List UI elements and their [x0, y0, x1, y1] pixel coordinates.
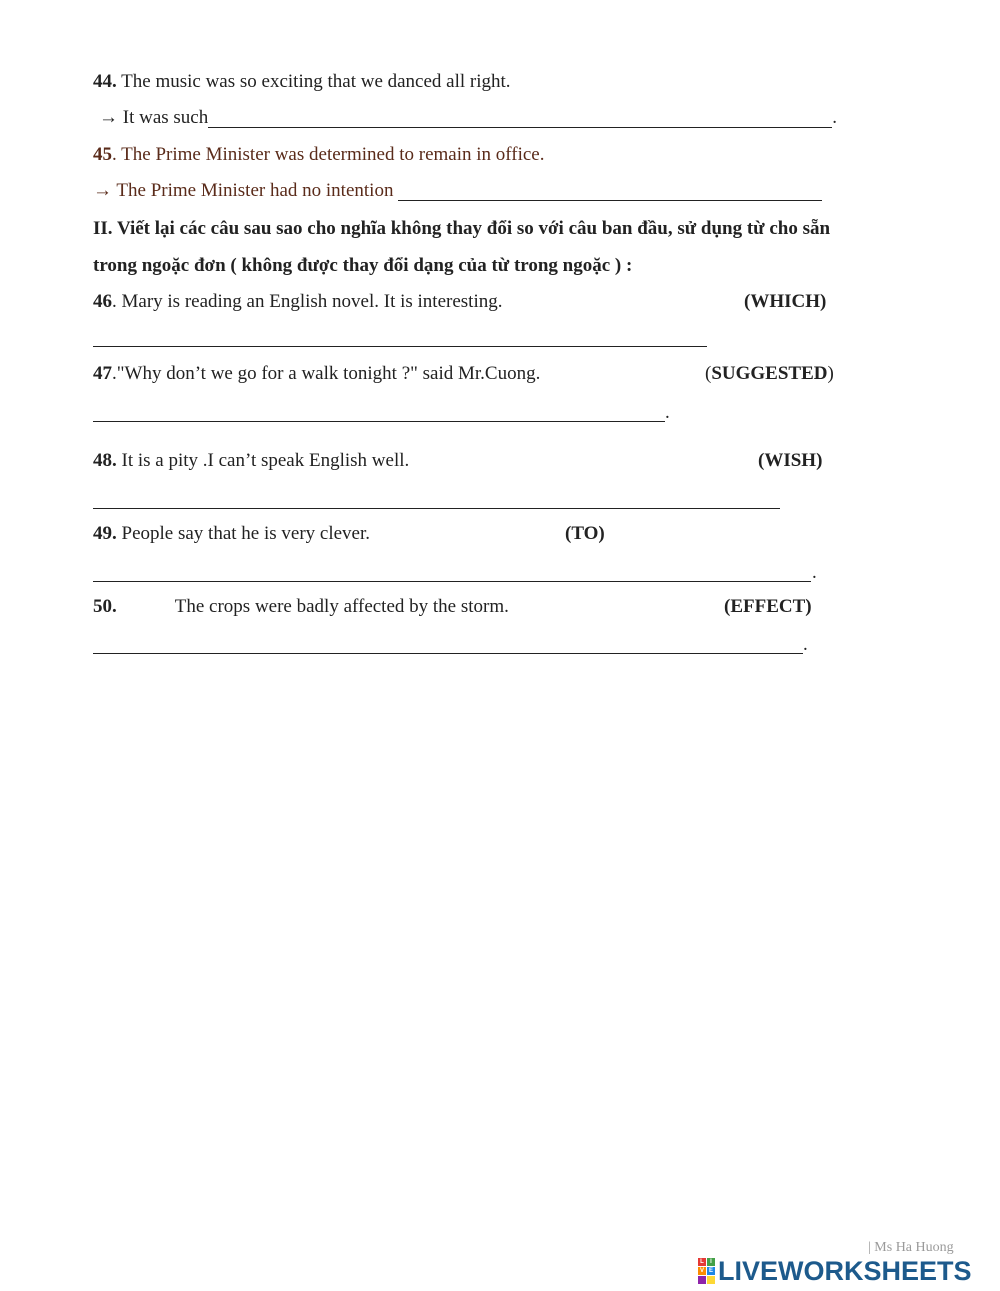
keyword-close-paren: )	[827, 363, 834, 384]
answer-input-47[interactable]	[93, 401, 665, 422]
answer-input-46[interactable]	[93, 326, 707, 347]
answer-input-48[interactable]	[93, 488, 780, 509]
question-text: The music was so exciting that we danced all right.	[116, 71, 511, 92]
question-text: . Mary is reading an English novel. It is interesting.	[112, 291, 503, 312]
question-number: 50.	[93, 596, 117, 617]
sentence-end-47: .	[665, 402, 670, 423]
arrow-icon: →	[99, 107, 118, 128]
arrow-icon: →	[93, 180, 112, 201]
question-number: 49.	[93, 523, 117, 544]
answer-line-45	[93, 179, 822, 203]
question-50	[93, 595, 509, 619]
logo-tile-6	[707, 1276, 715, 1284]
logo-tile-5	[698, 1276, 706, 1284]
answer-input-45[interactable]	[398, 182, 822, 201]
keyword-46: (WHICH)	[744, 291, 827, 312]
logo-tile-i: I	[707, 1258, 715, 1266]
question-number: 46	[93, 291, 112, 312]
question-number: 47	[93, 363, 112, 384]
question-45	[93, 143, 545, 167]
question-text: People say that he is very clever.	[116, 523, 371, 544]
answer-input-49[interactable]	[93, 561, 811, 582]
question-number: 48.	[93, 450, 117, 471]
question-48	[93, 449, 409, 473]
keyword-open-paren: (	[705, 363, 712, 384]
answer-input-50[interactable]	[93, 633, 803, 654]
sentence-end-49: .	[812, 562, 817, 583]
answer-input-44[interactable]	[208, 109, 832, 128]
keyword-50: (EFFECT)	[724, 596, 812, 617]
keyword-49: (TO)	[565, 523, 605, 544]
question-46	[93, 290, 502, 314]
sentence-end: .	[832, 107, 837, 128]
answer-line-44	[99, 106, 837, 130]
section-heading-line-2: trong ngoặc đơn ( không được thay đổi dạng của từ trong ngoặc ) :	[93, 255, 633, 276]
author-credit: | Ms Ha Huong	[868, 1240, 954, 1255]
question-number: 45	[93, 144, 112, 165]
question-text: ."Why don’t we go for a walk tonight ?" said Mr.Cuong.	[112, 363, 541, 384]
question-49	[93, 522, 370, 546]
section-heading-line-1: II. Viết lại các câu sau sao cho nghĩa không thay đổi so với câu ban đầu, sử dụng từ cho sẵn	[93, 218, 831, 239]
liveworksheets-logo	[698, 1256, 972, 1286]
question-44	[93, 70, 511, 94]
question-number: 44.	[93, 71, 117, 92]
logo-tile-l: L	[698, 1258, 706, 1266]
keyword-48: (WISH)	[758, 450, 823, 471]
logo-tile-e: E	[708, 1268, 713, 1274]
answer-prompt: It was such	[118, 107, 209, 128]
logo-mark-icon	[698, 1258, 715, 1284]
logo-tile-v: V	[699, 1268, 704, 1274]
answer-prompt: The Prime Minister had no intention	[112, 180, 399, 201]
keyword-text: SUGGESTED	[711, 363, 828, 384]
sentence-end-50: .	[803, 634, 808, 655]
question-text: The crops were badly affected by the storm.	[174, 596, 509, 617]
question-text: It is a pity .I can’t speak English well.	[116, 450, 410, 471]
logo-text: LIVEWORKSHEETS	[718, 1255, 972, 1286]
question-text: . The Prime Minister was determined to remain in office.	[112, 144, 545, 165]
keyword-47	[705, 362, 834, 386]
question-47	[93, 362, 540, 386]
